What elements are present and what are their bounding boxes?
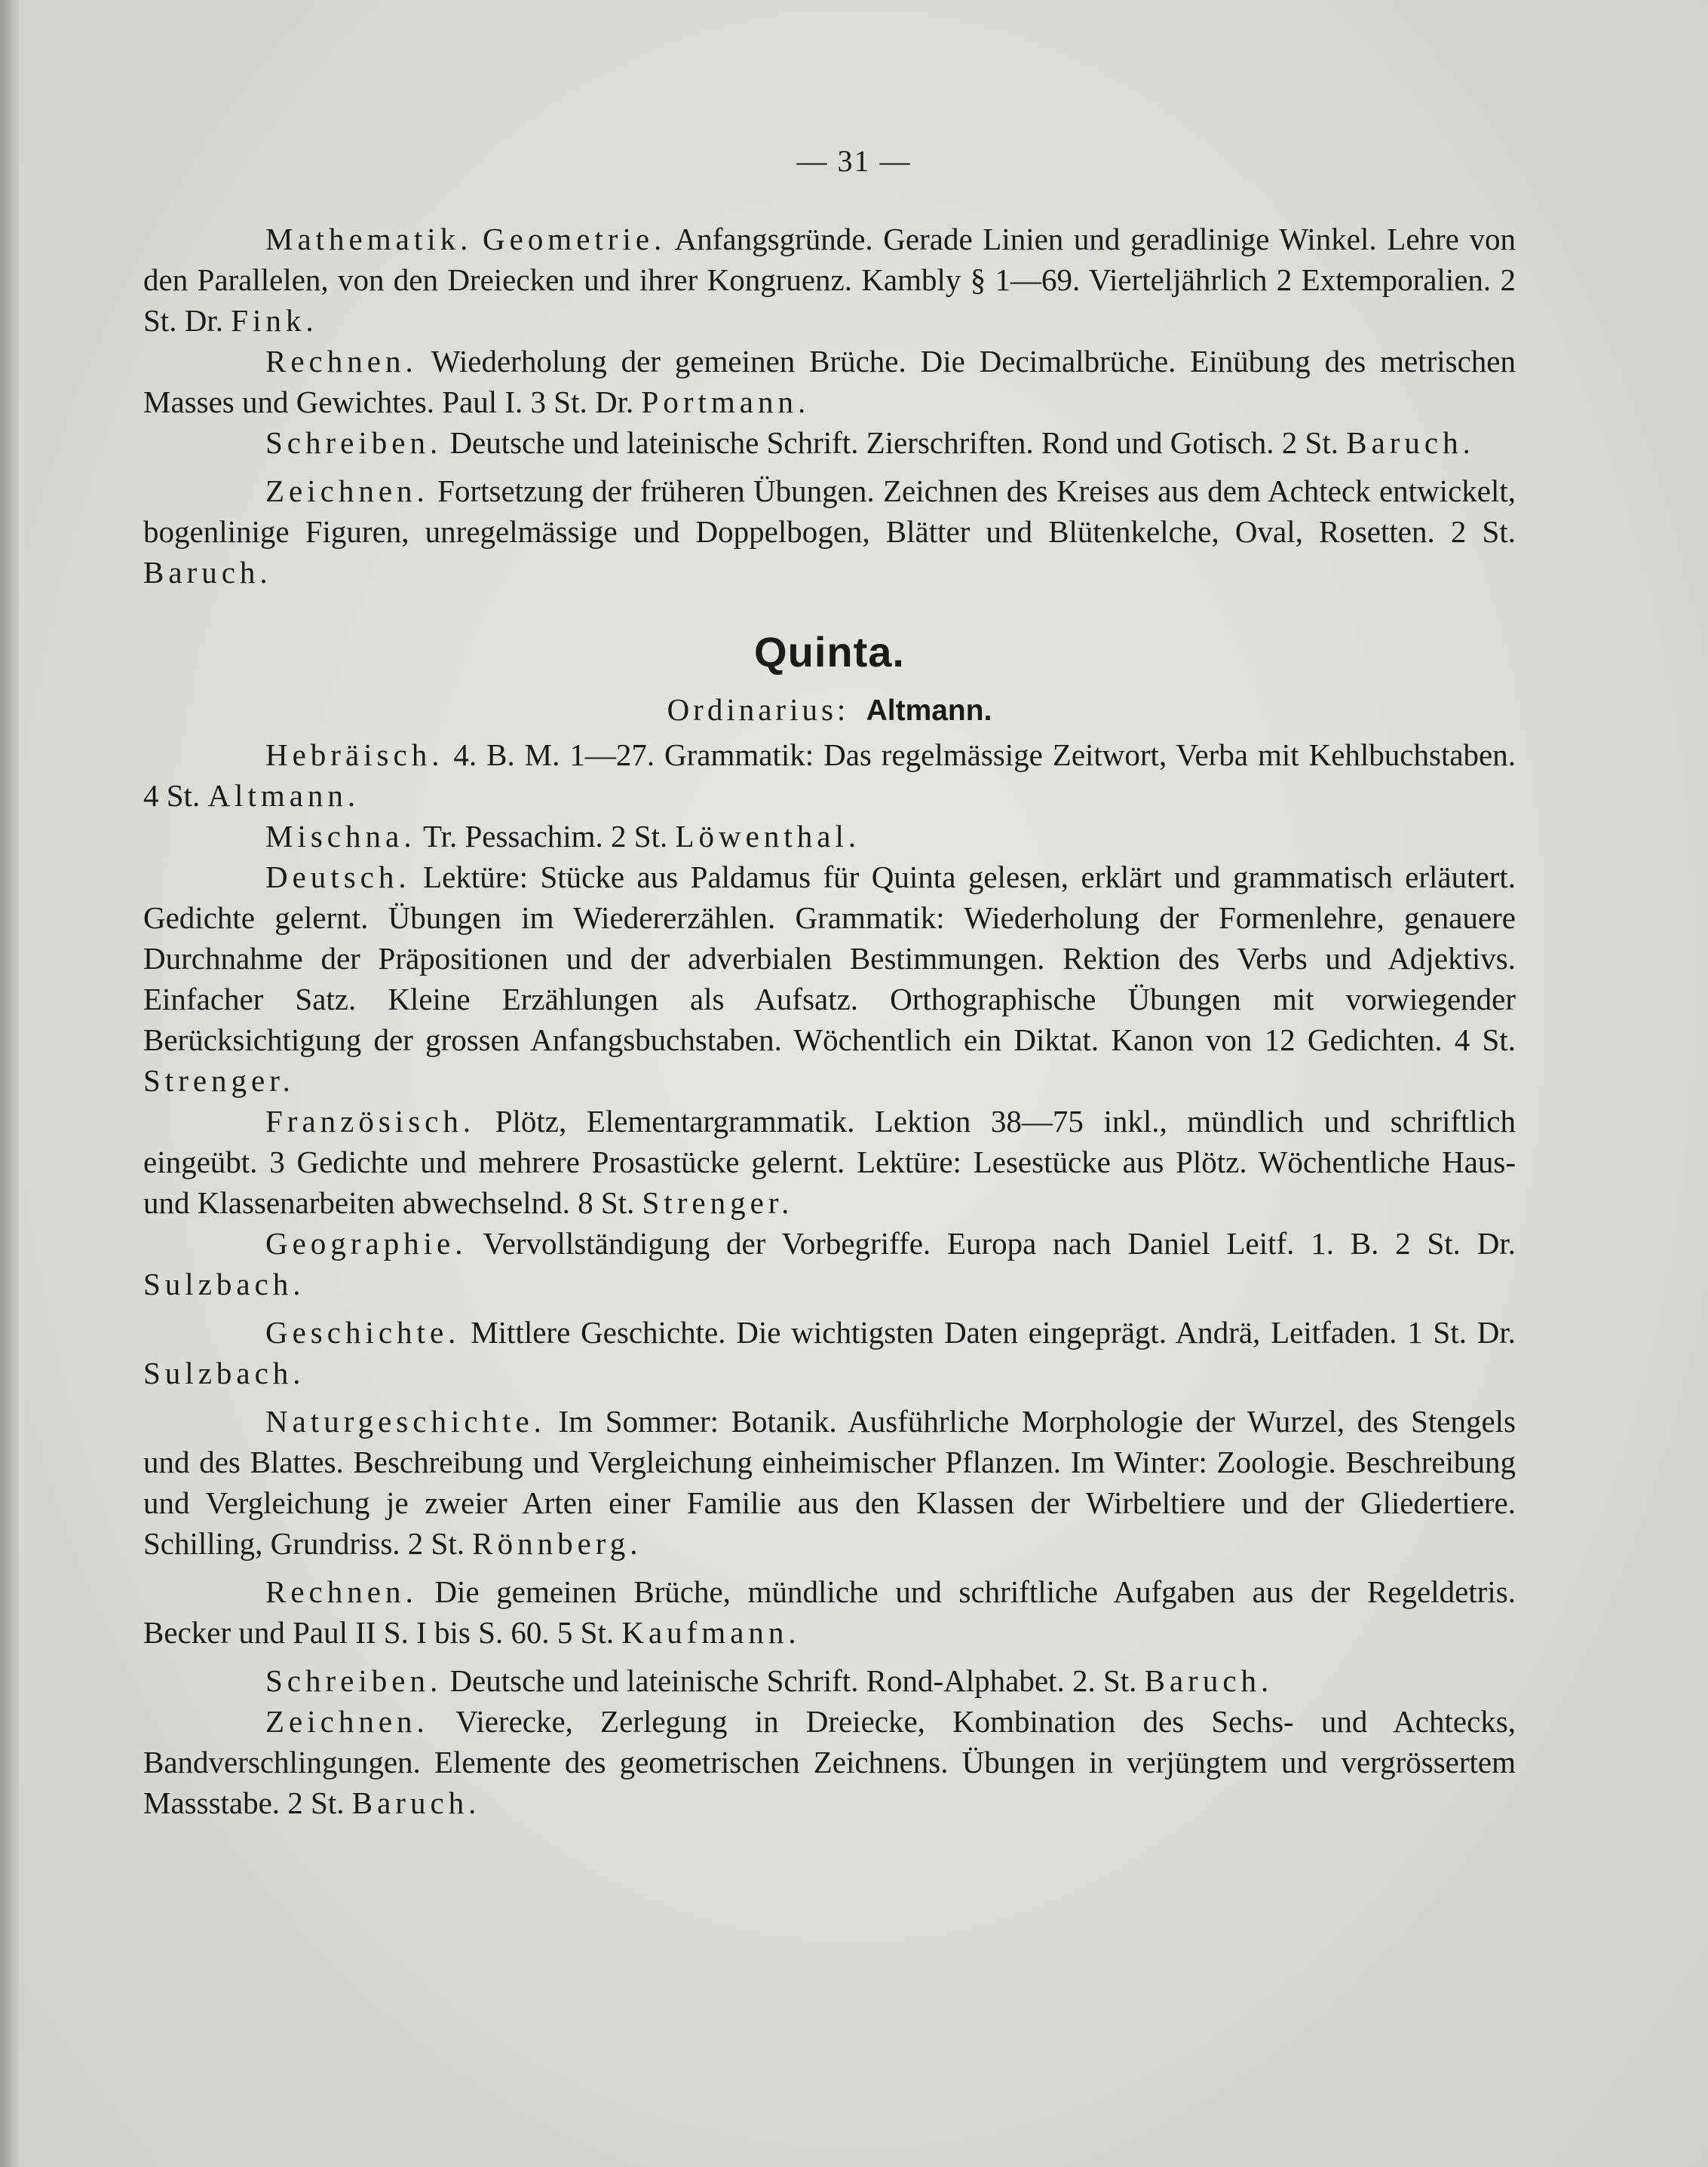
paragraph-geschichte	[143, 1312, 1516, 1393]
teacher-name: Rönnberg.	[472, 1526, 642, 1561]
paragraph-text: Die gemeinen Brüche, mündliche und schriftliche Aufgaben aus der Regeldetris. Becker und Paul II S. I bis S. 60. 5 St.	[143, 1574, 1516, 1650]
paragraph-text: Vierecke, Zerlegung in Dreiecke, Kombination des Sechs- und Achtecks, Bandverschlingungen. Elemente des geometrischen Zeichnens. Übungen in verjüngtem und vergrössertem Massstabe. 2 St.	[143, 1704, 1516, 1820]
subject-label: Geographie.	[265, 1226, 468, 1261]
teacher-name: Portmann.	[641, 385, 811, 419]
subject-label: Schreiben.	[265, 425, 443, 460]
teacher-name: Strenger.	[143, 1063, 295, 1098]
ordinarius-name: Altmann.	[866, 694, 992, 727]
teacher-name: Strenger.	[642, 1185, 794, 1220]
paragraph-text: Deutsche und lateinische Schrift. Rond-Alphabet. 2. St.	[449, 1663, 1137, 1698]
teacher-name: Baruch.	[1144, 1663, 1274, 1698]
paragraph-text: Tr. Pessachim. 2 St.	[422, 819, 668, 854]
paragraph-text: Vervollständigung der Vorbegriffe. Europa nach Daniel Leitf. 1. B. 2 St. Dr.	[483, 1226, 1516, 1261]
paragraph-mischna	[143, 816, 1516, 857]
teacher-name: Sulzbach.	[143, 1356, 305, 1390]
paragraph-text: Mittlere Geschichte. Die wichtigsten Daten eingeprägt. Andrä, Leitfaden. 1 St. Dr.	[471, 1315, 1516, 1350]
paragraph-rechnen-quinta	[143, 1571, 1516, 1653]
paragraph-deutsch	[143, 857, 1516, 1101]
subject-label: Schreiben.	[265, 1663, 443, 1698]
subject-label: Französisch.	[265, 1104, 476, 1139]
subject-label: Mischna.	[265, 819, 416, 854]
teacher-name: Baruch.	[351, 1785, 481, 1820]
paragraph-mathematik	[143, 219, 1516, 341]
page-number: — 31 —	[796, 144, 912, 178]
paragraph-zeichnen	[143, 470, 1516, 593]
paragraph-zeichnen-quinta	[143, 1701, 1516, 1823]
teacher-name: Sulzbach.	[143, 1267, 305, 1301]
paragraph-text: Fortsetzung der früheren Übungen. Zeichnen des Kreises aus dem Achteck entwickelt, bogenlinige Figuren, unregelmässige und Doppelbogen, Blätter und Blütenkelche, Oval, Rosetten. 2 St.	[143, 474, 1516, 549]
paragraph-naturgeschichte	[143, 1401, 1516, 1564]
subject-label: Mathematik.	[265, 222, 473, 256]
teacher-name: Altmann.	[207, 778, 360, 813]
subject-label: Hebräisch.	[265, 737, 444, 772]
teacher-name: Baruch.	[1346, 425, 1475, 460]
paragraph-franzoesisch	[143, 1101, 1516, 1223]
paragraph-text: Im Sommer: Botanik. Ausführliche Morphologie der Wurzel, des Stengels und des Blattes. Beschreibung und Vergleichung einheimischer Pflanzen. Im Winter: Zoologie. Beschreibung und Vergleichung je zweier Arten einer Familie aus den Klassen der Wirbeltiere und der Gliedertiere. Schilling, Grundriss. 2 St.	[143, 1404, 1516, 1561]
paragraph-hebraeisch	[143, 734, 1516, 816]
subject-label: Geschichte.	[265, 1315, 461, 1350]
paragraph-geographie	[143, 1223, 1516, 1304]
paragraph-text: 4. B. M. 1—27. Grammatik: Das regelmässige Zeitwort, Verba mit Kehlbuchstaben. 4 St.	[143, 737, 1516, 813]
paragraph-text: Wiederholung der gemeinen Brüche. Die Decimalbrüche. Einübung des metrischen Masses und Gewichtes. Paul I. 3 St. Dr.	[143, 344, 1516, 419]
page-body	[143, 219, 1516, 1823]
teacher-name: Kaufmann.	[621, 1615, 801, 1650]
teacher-name: Fink.	[231, 303, 318, 338]
subject-label: Rechnen.	[265, 344, 418, 379]
subject-label: Deutsch.	[265, 860, 411, 894]
paragraph-rechnen	[143, 341, 1516, 422]
subject-label: Naturgeschichte.	[265, 1404, 546, 1439]
subject-sublabel: Geometrie.	[483, 222, 667, 256]
ordinarius-label: Ordinarius:	[667, 692, 850, 727]
paragraph-schreiben	[143, 422, 1516, 463]
paragraph-text: Anfangsgründe. Gerade Linien und geradlinige Winkel. Lehre von den Parallelen, von den Dreiecken und ihrer Kongruenz. Kambly § 1—69. Vierteljährlich 2 Extemporalien. 2 St. Dr.	[143, 222, 1516, 338]
subject-label: Zeichnen.	[265, 474, 429, 508]
teacher-name: Löwenthal.	[675, 819, 861, 854]
paragraph-text: Deutsche und lateinische Schrift. Zierschriften. Rond und Gotisch. 2 St.	[449, 425, 1338, 460]
paragraph-schreiben-quinta	[143, 1660, 1516, 1701]
page-edge-shadow	[0, 0, 20, 2167]
ordinarius-line	[143, 689, 1516, 731]
paragraph-text: Plötz, Elementargrammatik. Lektion 38—75 inkl., mündlich und schriftlich eingeübt. 3 Gedichte und mehrere Prosastücke gelernt. Lektüre: Lesestücke aus Plötz. Wöchentliche Haus- und Klassenarbeiten abwechselnd. 8 St.	[143, 1104, 1516, 1220]
subject-label: Zeichnen.	[265, 1704, 429, 1739]
subject-label: Rechnen.	[265, 1574, 418, 1609]
paragraph-text: Lektüre: Stücke aus Paldamus für Quinta gelesen, erklärt und grammatisch erläutert. Gedichte gelernt. Übungen im Wiedererzählen. Grammatik: Wiederholung der Formenlehre, genauere Durchnahme der Präpositionen und der adverbialen Bestimmungen. Rektion des Verbs und Adjektivs. Einfacher Satz. Kleine Erzählungen als Aufsatz. Orthographische Übungen mit vorwiegender Berücksichtigung der grossen Anfangsbuchstaben. Wöchentlich ein Diktat. Kanon von 12 Gedichten. 4 St.	[143, 860, 1516, 1057]
teacher-name: Baruch.	[143, 555, 272, 590]
section-heading-quinta: Quinta.	[754, 628, 905, 676]
